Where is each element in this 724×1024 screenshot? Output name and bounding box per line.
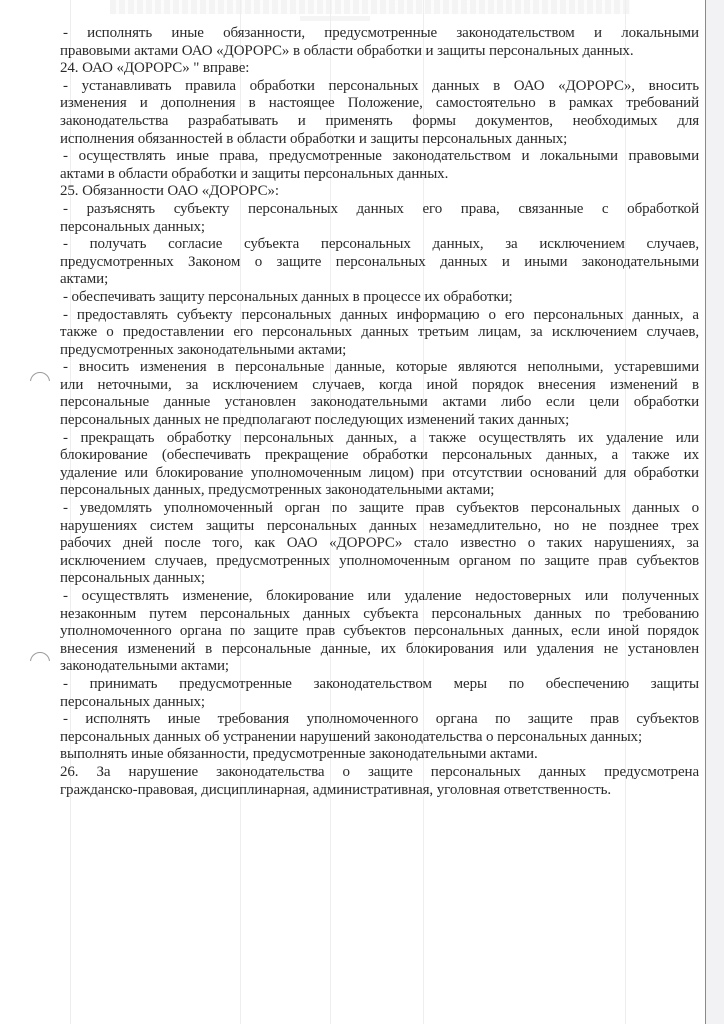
punch-hole-mark [30, 652, 50, 672]
text-line: - осуществлять изменение, блокирование или удаление недостоверных или полученных [63, 588, 699, 604]
text-line: - получать согласие субъекта персональных данных, за исключением случаев, [63, 236, 699, 253]
text-line: внесения изменений в персональные данные, их блокирования или удаления не установлен [60, 640, 699, 657]
text-line: исполнения обязанностей в области обработки и защиты персональных данных; [60, 130, 568, 147]
text-line: персональных данных; [60, 570, 205, 587]
document-body [60, 25, 699, 799]
text-line: законодательными актами; [60, 658, 229, 675]
bleed-through-text [110, 0, 630, 14]
text-line: 24. ОАО «ДОРОРС» " вправе: [60, 60, 250, 77]
text-line: - прекращать обработку персональных данных, а также осуществлять их удаление или [63, 429, 699, 446]
bleed-through-text [300, 16, 370, 21]
text-line: актами в области обработки и защиты персональных данных. [60, 165, 449, 182]
text-line: - обеспечивать защиту персональных данных в процессе их обработки; [63, 288, 513, 305]
text-line: гражданско-правовая, дисциплинарная, административная, уголовная ответственность. [60, 781, 611, 798]
text-line: рабочих дней после того, как ОАО «ДОРОРС» стало известно о таких нарушениях, за [60, 535, 699, 552]
text-line: персональные данные установлен законодательными актами либо если цели обработки [60, 394, 699, 411]
text-line: изменения и дополнения в настоящее Положение, самостоятельно в рамках требований [60, 95, 699, 112]
text-line: персональных данных не предполагают последующих изменений таких данных; [60, 412, 570, 429]
text-line: правовыми актами ОАО «ДОРОРС» в области обработки и защиты персональных данных. [60, 42, 634, 59]
text-line: предусмотренных Законом о защите персональных данных и иными законодательными [60, 253, 699, 270]
text-line: - уведомлять уполномоченный орган по защите прав субъектов персональных данных о [63, 500, 699, 517]
text-line: 25. Обязанности ОАО «ДОРОРС»: [60, 183, 279, 200]
text-line: - разъяснять субъекту персональных данных его права, связанные с обработкой [63, 200, 699, 217]
text-line: - осуществлять иные права, предусмотренные законодательством и локальными правовыми [63, 148, 699, 165]
text-line: также о предоставлении его персональных данных третьим лицам, за исключением случаев, [60, 324, 699, 341]
text-line: блокирование (обеспечивать прекращение обработки персональных данных, а также их [60, 447, 699, 464]
text-line: или неточными, за исключением случаев, когда иной порядок внесения изменений в [60, 376, 699, 393]
text-line: актами; [60, 271, 109, 288]
text-line: удаление или блокирование уполномоченным лицом) при отсутствии оснований для обработки [60, 464, 699, 481]
punch-hole-mark [30, 372, 50, 392]
text-line: - устанавливать правила обработки персональных данных в ОАО «ДОРОРС», вносить [63, 77, 699, 94]
text-line: - предоставлять субъекту персональных данных информацию о его персональных данных, а [63, 306, 699, 323]
text-line: - принимать предусмотренные законодательством меры по обеспечению защиты [63, 675, 699, 692]
text-line: предусмотренных законодательными актами; [60, 341, 347, 358]
text-line: выполнять иные обязанности, предусмотренные законодательными актами. [60, 746, 538, 763]
text-line: - исполнять иные требования уполномоченного органа по защите прав субъектов [63, 711, 699, 728]
text-line: исключением случаев, предусмотренных уполномоченным органом по защите прав субъектов [60, 552, 699, 569]
text-line: персональных данных; [60, 693, 205, 710]
text-line: уполномоченного органа по защите прав субъектов персональных данных, если иной порядок [60, 623, 699, 640]
page-edge [705, 0, 724, 1024]
text-line: 26. За нарушение законодательства о защите персональных данных предусмотрена [60, 763, 699, 780]
text-line: незаконным путем персональных данных субъекта персональных данных по требованию [60, 605, 699, 622]
text-line: законодательства разрабатывать и применять формы документов, необходимых для [60, 112, 699, 129]
text-line: персональных данных, предусмотренных законодательными актами; [60, 482, 495, 499]
text-line: - исполнять иные обязанности, предусмотренные законодательством и локальными [63, 25, 699, 41]
text-line: - вносить изменения в персональные данные, которые являются неполными, устаревшими [63, 359, 699, 376]
text-line: персональных данных об устранении нарушений законодательства о персональных данных; [60, 728, 643, 745]
text-line: персональных данных; [60, 218, 205, 235]
text-line: нарушениях систем защиты персональных данных незамедлительно, но не позднее трех [60, 517, 699, 534]
